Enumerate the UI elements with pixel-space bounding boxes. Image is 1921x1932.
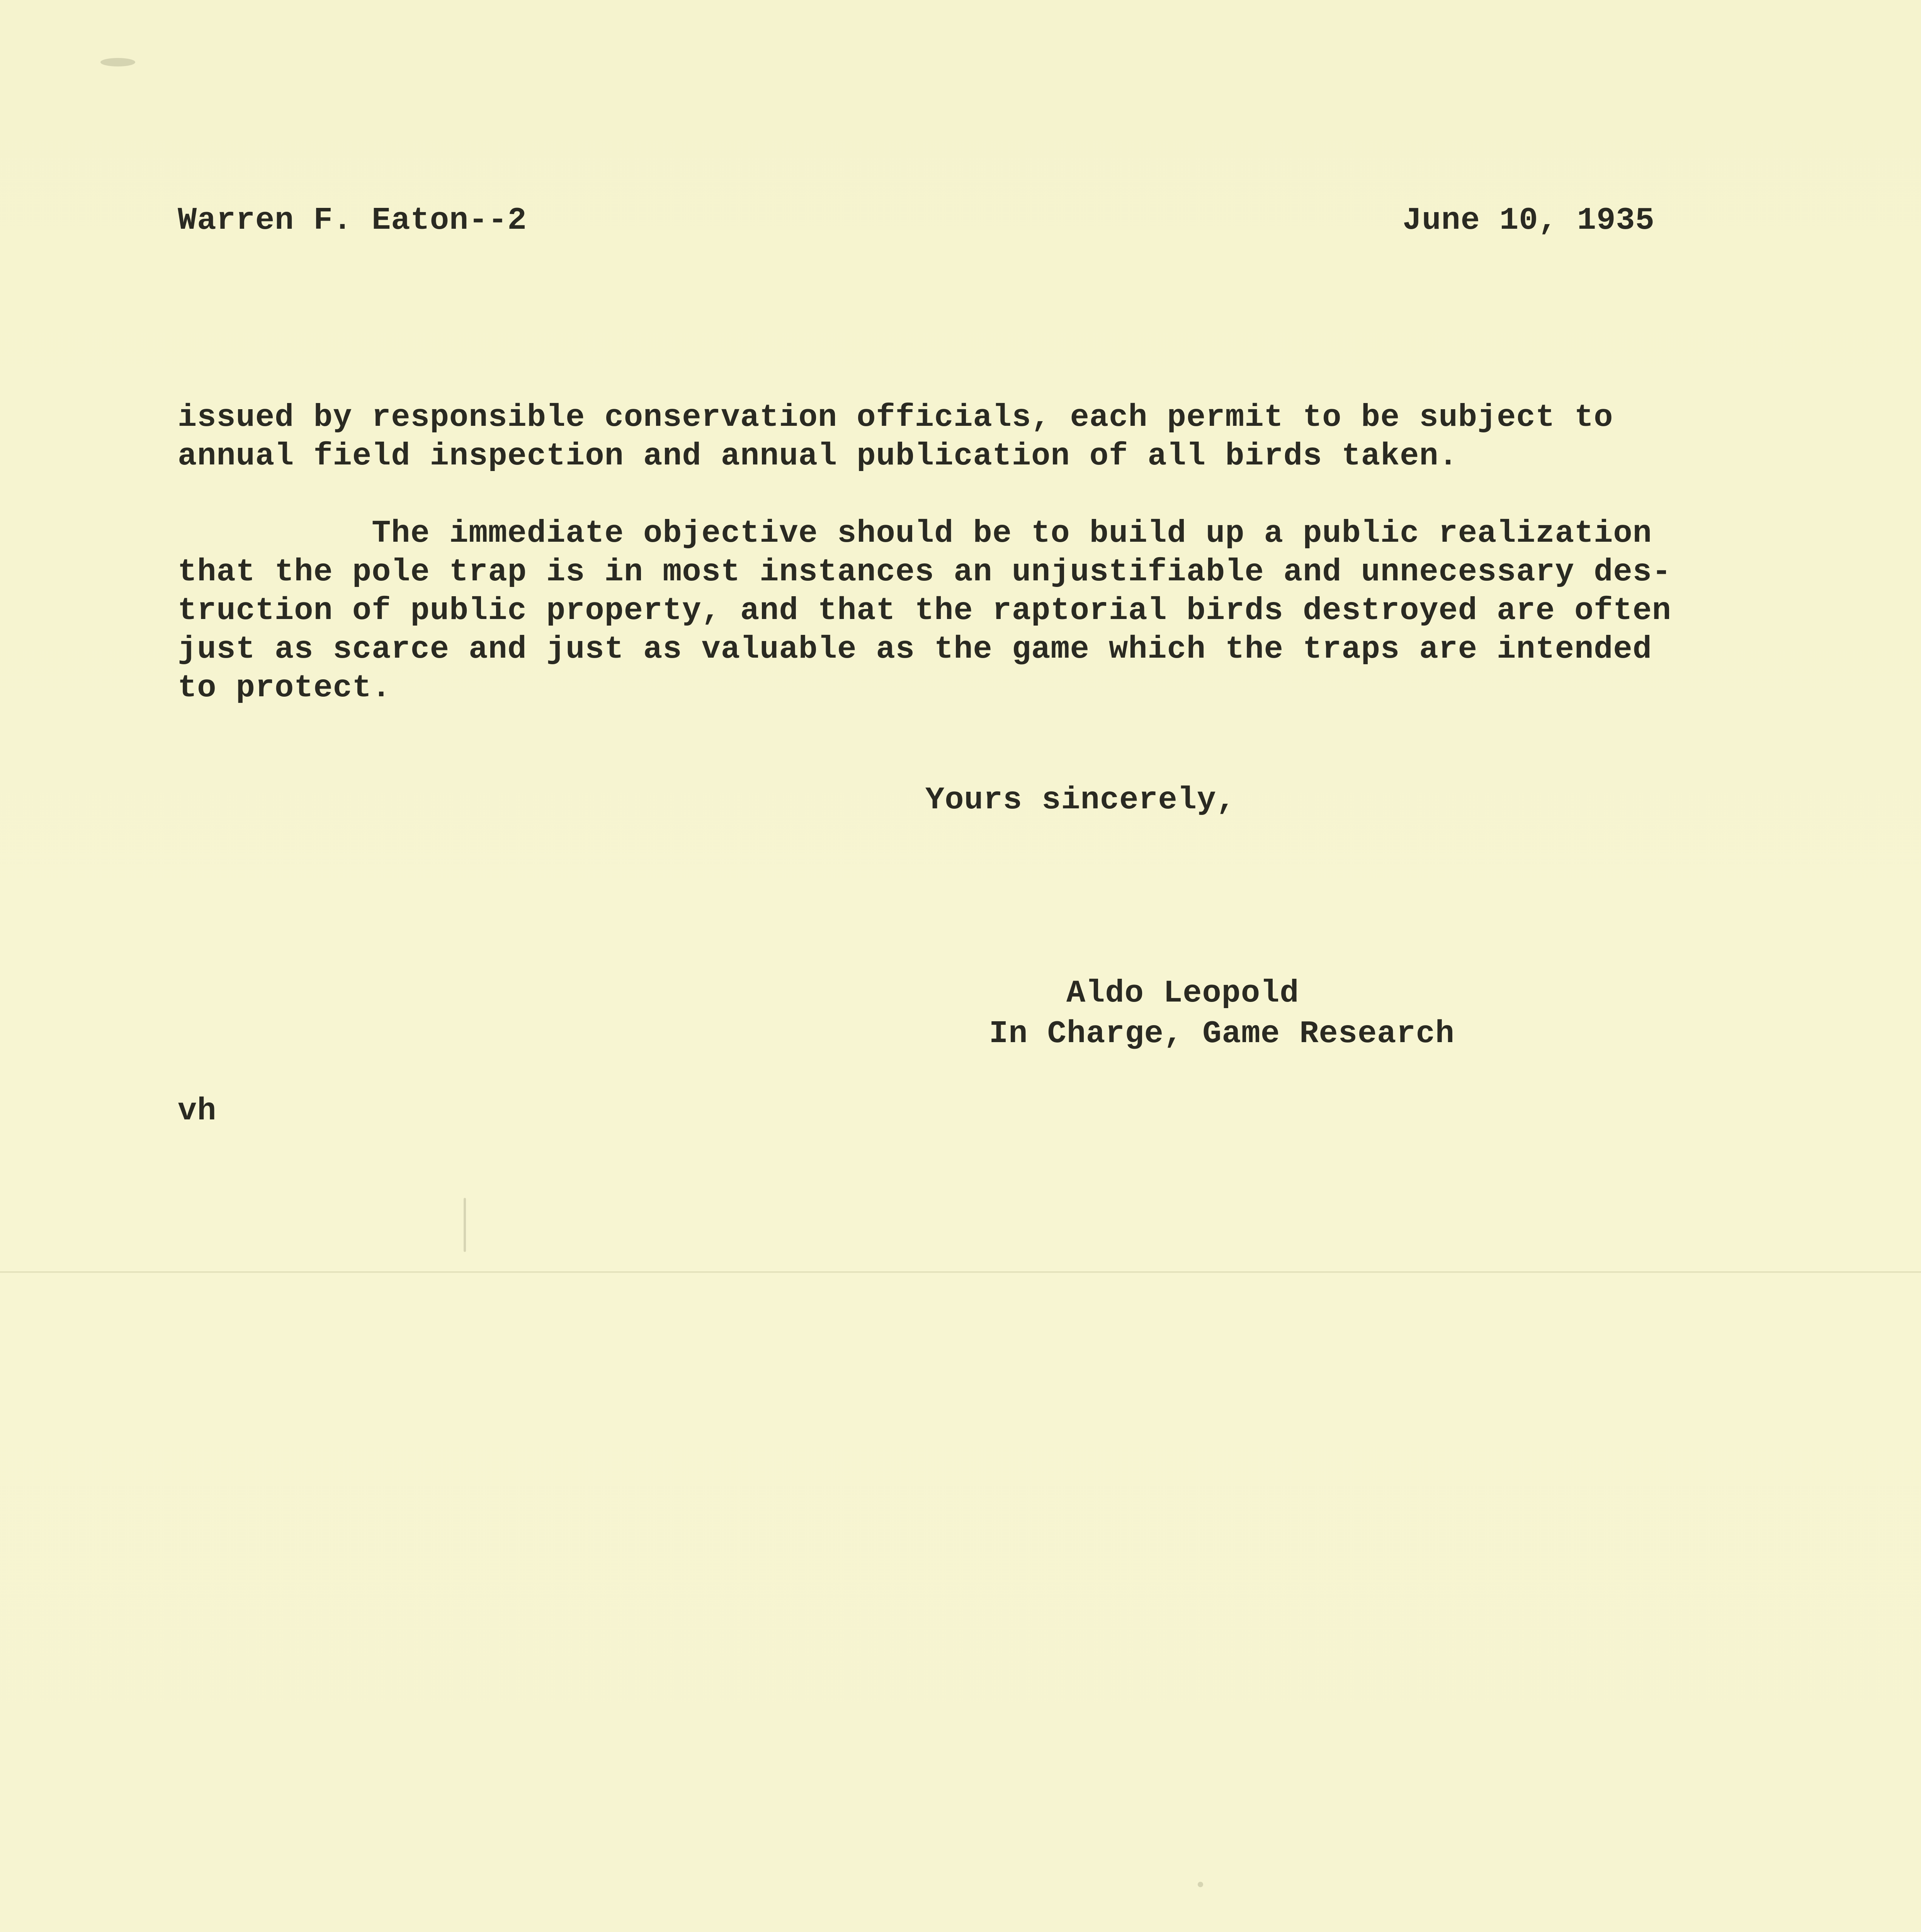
paper-fold-line: [0, 1271, 1921, 1273]
paragraph-2-line-1: The immediate objective should be to build up a public realization: [178, 515, 1652, 551]
paragraph-1-line-2: annual field inspection and annual publication of all birds taken.: [178, 438, 1458, 474]
paper-mark: [464, 1198, 466, 1252]
paper-mark: [100, 58, 135, 66]
header-date: June 10, 1935: [1402, 202, 1655, 238]
paragraph-2-line-4: just as scarce and just as valuable as the game which the traps are intended: [178, 631, 1652, 667]
paragraph-2-line-2: that the pole trap is in most instances an unjustifiable and unnecessary des-: [178, 554, 1672, 590]
paragraph-2-line-3: truction of public property, and that the raptorial birds destroyed are often: [178, 593, 1672, 629]
header-recipient: Warren F. Eaton--2: [178, 202, 527, 238]
paragraph-1-line-1: issued by responsible conservation officials, each permit to be subject to: [178, 400, 1613, 435]
signature-name: Aldo Leopold: [1066, 975, 1299, 1011]
closing: Yours sincerely,: [925, 782, 1236, 818]
paper-mark: [1198, 1882, 1203, 1887]
typist-initials: vh: [178, 1093, 217, 1129]
paragraph-2-line-5: to protect.: [178, 670, 391, 706]
signature-title: In Charge, Game Research: [989, 1016, 1455, 1052]
